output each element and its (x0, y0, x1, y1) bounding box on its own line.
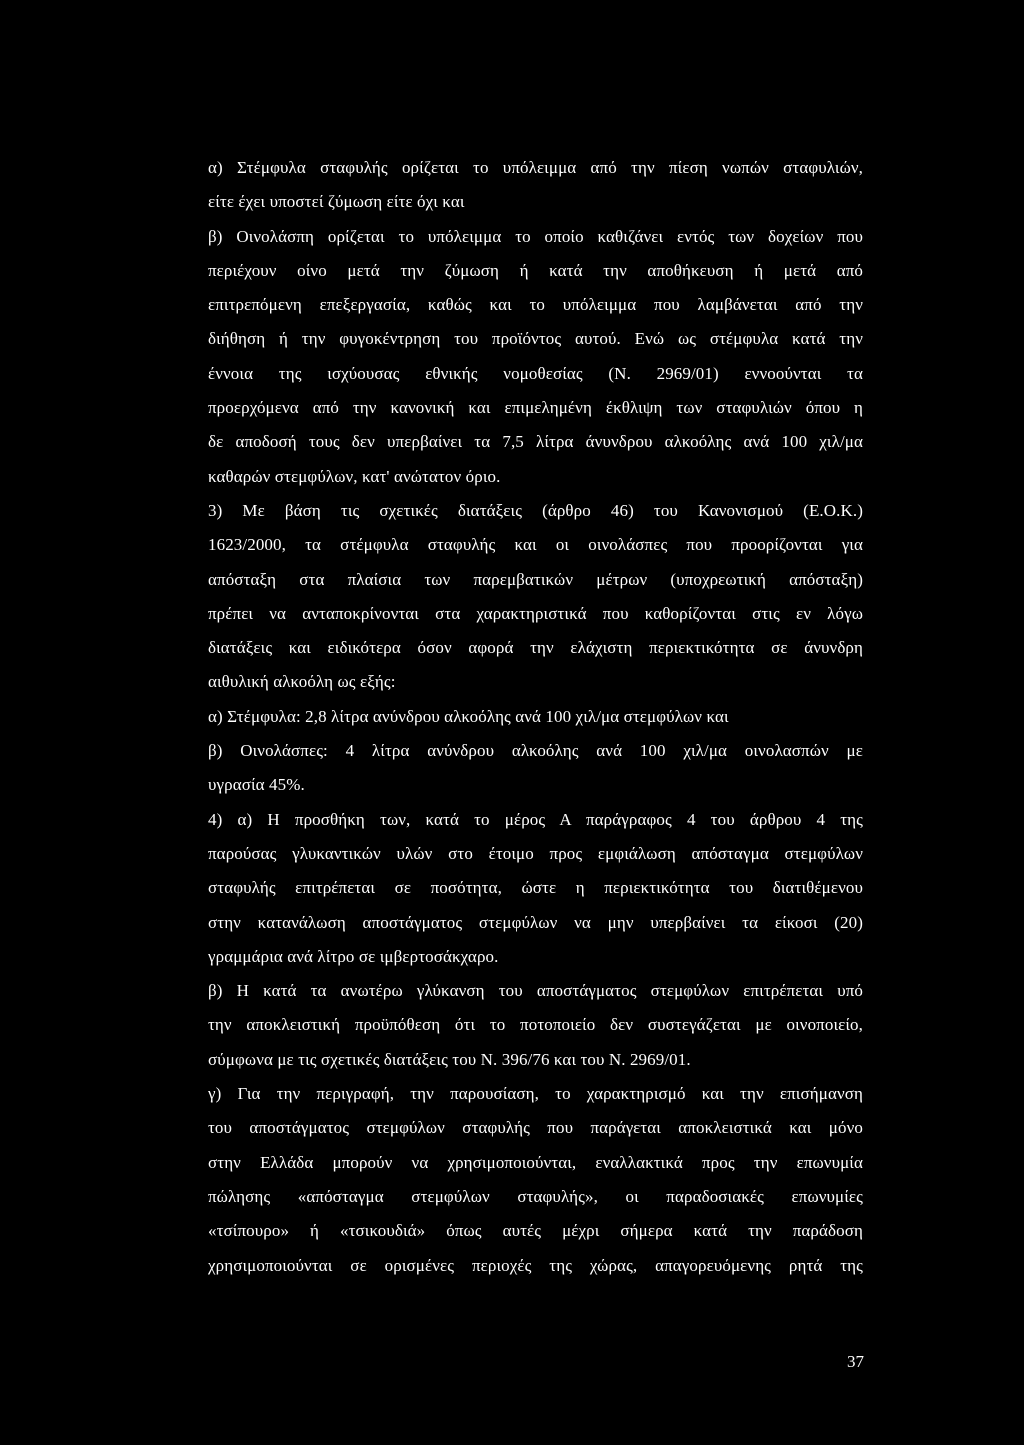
text-line: α) Στέμφυλα: 2,8 λίτρα ανύνδρου αλκοόλης ανά 100 χιλ/μα στεμφύλων και (208, 706, 729, 726)
text-line: επιτρεπόμενη επεξεργασία, καθώς και το υπόλειμμα που λαμβάνεται από την (208, 295, 863, 315)
text-line: την αποκλειστική προϋπόθεση ότι το ποτοποιείο δεν συστεγάζεται με οινοποιείο, (208, 1015, 863, 1035)
text-line: διήθηση ή την φυγοκέντρηση του προϊόντος αυτού. Ενώ ως στέμφυλα κατά την (208, 329, 863, 349)
document-body (208, 151, 863, 1283)
page-number: 37 (847, 1352, 864, 1371)
text-line: «τσίπουρο» ή «τσικουδιά» όπως αυτές μέχρι σήμερα κατά την παράδοση (208, 1221, 863, 1241)
text-line: 3) Με βάση τις σχετικές διατάξεις (άρθρο 46) του Κανονισμού (Ε.Ο.Κ.) (208, 500, 863, 520)
text-line: έννοια της ισχύουσας εθνικής νομοθεσίας (Ν. 2969/01) εννοούνται τα (208, 363, 863, 383)
text-line: 1623/2000, τα στέμφυλα σταφυλής και οι οινολάσπες που προορίζονται για (208, 535, 863, 555)
text-line: στην Ελλάδα μπορούν να χρησιμοποιούνται, εναλλακτικά προς την επωνυμία (208, 1152, 863, 1172)
text-line: είτε έχει υποστεί ζύμωση είτε όχι και (208, 192, 465, 212)
text-line: δε αποδοσή τους δεν υπερβαίνει τα 7,5 λίτρα άνυνδρου αλκοόλης ανά 100 χιλ/μα (208, 432, 863, 452)
text-line: σύμφωνα με τις σχετικές διατάξεις του Ν. 396/76 και του Ν. 2969/01. (208, 1049, 691, 1069)
text-line: γ) Για την περιγραφή, την παρουσίαση, το χαρακτηρισμό και την επισήμανση (208, 1084, 863, 1104)
text-line: β) Οινολάσπες: 4 λίτρα ανύνδρου αλκοόλης ανά 100 χιλ/μα οινολασπών με (208, 741, 863, 761)
text-line: χρησιμοποιούνται σε ορισμένες περιοχές της χώρας, απαγορευόμενης ρητά της (208, 1255, 863, 1275)
text-line: του αποστάγματος στεμφύλων σταφυλής που παράγεται αποκλειστικά και μόνο (208, 1118, 863, 1138)
text-line: σταφυλής επιτρέπεται σε ποσότητα, ώστε η περιεκτικότητα του διατιθέμενου (208, 878, 863, 898)
text-line: αιθυλική αλκοόλη ως εξής: (208, 672, 396, 692)
text-line: πώλησης «απόσταγμα στεμφύλων σταφυλής», οι παραδοσιακές επωνυμίες (208, 1186, 863, 1206)
text-line: καθαρών στεμφύλων, κατ' ανώτατον όριο. (208, 466, 501, 486)
text-line: α) Στέμφυλα σταφυλής ορίζεται το υπόλειμμα από την πίεση νωπών σταφυλιών, (208, 158, 863, 177)
text-line: γραμμάρια ανά λίτρο σε ιμβερτοσάκχαρο. (208, 946, 499, 966)
text-line: περιέχουν οίνο μετά την ζύμωση ή κατά την αποθήκευση ή μετά από (208, 260, 863, 280)
text-line: β) Η κατά τα ανωτέρω γλύκανση του αποστάγματος στεμφύλων επιτρέπεται υπό (208, 981, 863, 1001)
text-line: προερχόμενα από την κανονική και επιμελημένη έκθλιψη των σταφυλιών όπου η (208, 398, 863, 418)
text-line: στην κατανάλωση αποστάγματος στεμφύλων να μην υπερβαίνει τα είκοσι (20) (208, 912, 863, 932)
text-line: παρούσας γλυκαντικών υλών στο έτοιμο προς εμφιάλωση απόσταγμα στεμφύλων (208, 843, 863, 863)
text-line: απόσταξη στα πλαίσια των παρεμβατικών μέτρων (υποχρεωτική απόσταξη) (208, 569, 863, 589)
text-line: διατάξεις και ειδικότερα όσον αφορά την ελάχιστη περιεκτικότητα σε άνυνδρη (208, 638, 863, 658)
text-line: 4) α) Η προσθήκη των, κατά το μέρος Α παράγραφος 4 του άρθρου 4 της (208, 809, 863, 829)
text-line: β) Οινολάσπη ορίζεται το υπόλειμμα το οποίο καθιζάνει εντός των δοχείων που (208, 226, 863, 246)
text-line: πρέπει να ανταποκρίνονται στα χαρακτηριστικά που καθορίζονται στις εν λόγω (208, 603, 863, 623)
text-line: υγρασία 45%. (208, 775, 305, 795)
